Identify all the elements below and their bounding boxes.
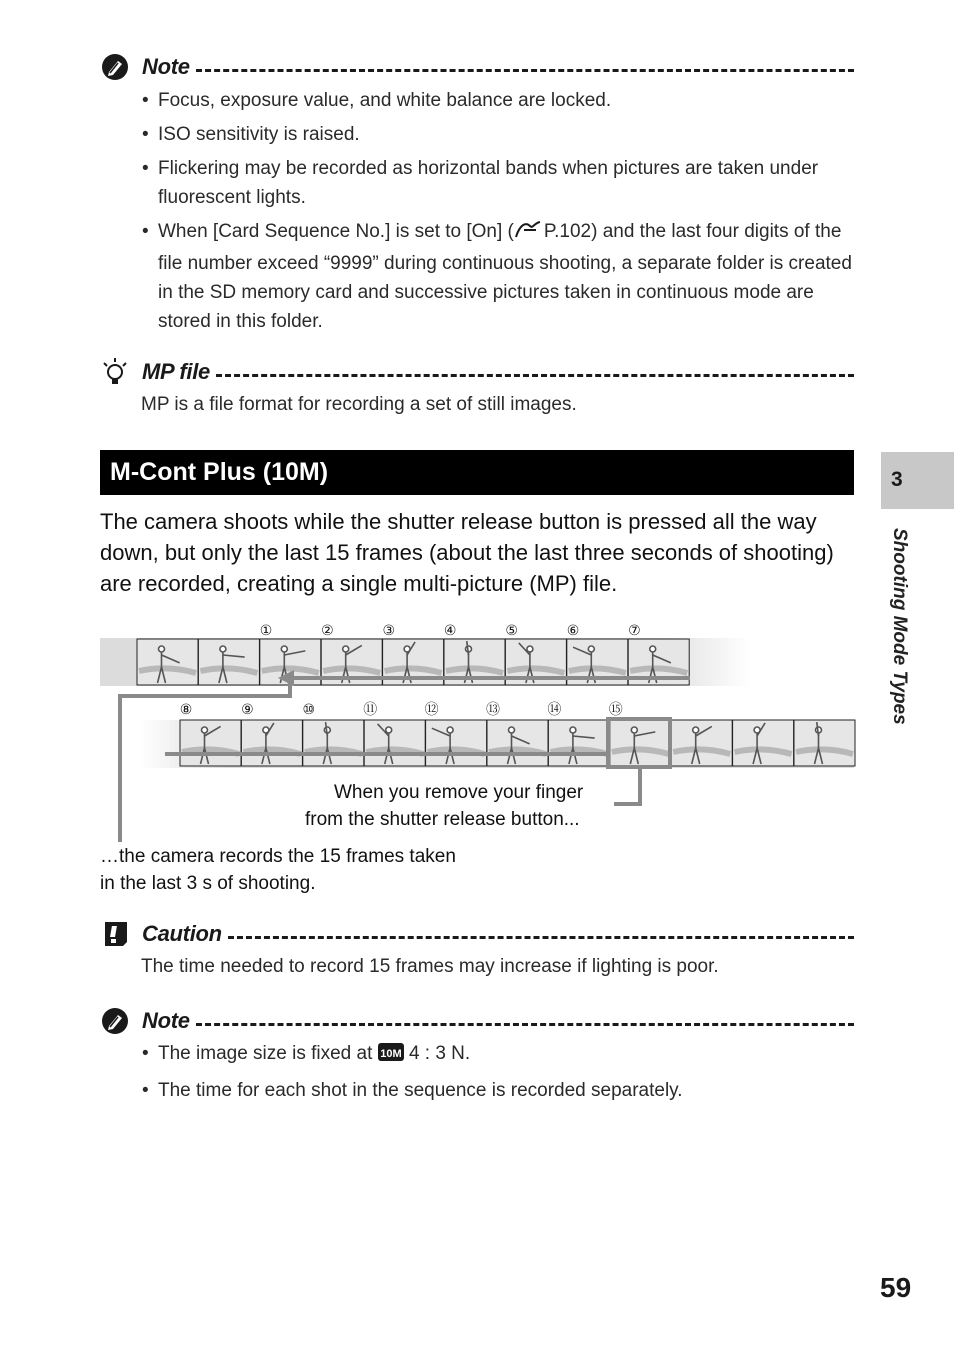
film-frame [610,720,671,766]
frame-numbers-top [260,623,641,639]
release-caption-line2: from the shutter release button... [305,809,580,830]
caution-icon [100,919,130,949]
mpfile-text: MP is a file format for recording a set of still images. [141,394,577,415]
lightbulb-icon [100,357,130,387]
section-intro: The camera shoots while the shutter release button is pressed all the way down, but only the last 15 frames (about the last three seconds of shooting) are recorded, creating a single multi-picture (MP) file. [100,509,834,596]
list-item: • Focus, exposure value, and white balance are locked. [142,90,612,111]
frame-number-label: ③ [382,623,396,639]
size-10m-icon [378,1042,404,1071]
page-reference-icon [514,220,544,249]
film-frame [426,720,487,766]
frame-number-label: ⑤ [505,623,518,639]
frame-number-label: ⑫ [424,702,439,718]
list-item: • When [Card Sequence No.] is set to [On] ( P.102) and the last four digits of the file number exceed “9999” during continuous shooting, a separate folder is created in the SD memory card and successive pictures taken in continuous mode are stored in this folder. [142,221,852,332]
film-frame [671,720,732,766]
page-number: 59 [880,1272,912,1303]
film-frame [733,720,794,766]
frame-number-label: ⑭ [547,702,562,718]
frame-number-label: ⑬ [486,702,500,718]
film-frame [241,720,302,766]
caution-text: The time needed to record 15 frames may increase if lighting is poor. [141,956,719,977]
film-frame [137,639,198,685]
release-caption-line1: When you remove your finger [334,782,584,803]
frame-number-label: ② [321,623,334,639]
note-list [140,86,854,341]
film-frame [303,720,364,766]
note2-list [140,1039,854,1110]
frame-number-label: ⑦ [628,623,641,639]
frame-number-label: ① [259,623,273,639]
note2-title: Note [142,1008,190,1033]
film-frame [794,720,855,766]
list-item: • The image size is fixed at 10M 4 : 3 N. [140,1039,854,1071]
frame-number-label: ⑩ [302,702,316,718]
list-item: • The time for each shot in the sequence is recorded separately. [142,1080,683,1101]
frame-number-label: ⑧ [179,702,193,718]
record-caption-line1: …the camera records the 15 frames taken [100,846,456,867]
film-frame [364,720,425,766]
caution-title: Caution [142,921,222,946]
chapter-label: Shooting Mode Types [889,528,910,725]
chapter-number: 3 [891,468,903,491]
dashed-rule [216,374,854,377]
frame-number-label: ⑨ [241,702,254,718]
dashed-rule [196,1023,854,1026]
frame-number-label: ④ [443,623,457,639]
note-pencil-icon [100,52,130,82]
frame-number-label: ⑥ [566,623,580,639]
caution-header [100,919,854,949]
frame-number-label: ⑪ [363,702,378,718]
mpfile-title: MP file [142,359,210,384]
film-frame [548,720,609,766]
svg-text:10M: 10M [379,1048,402,1060]
callout-line [614,768,640,804]
list-item: • Flickering may be recorded as horizontal bands when pictures are taken under fluorescent lights. [142,158,819,208]
dashed-rule [196,69,854,72]
film-frame [180,720,241,766]
film-frame [487,720,548,766]
list-item: • ISO sensitivity is raised. [142,124,360,145]
section-heading: M-Cont Plus (10M) [100,450,854,495]
dashed-rule [228,936,854,939]
record-caption-line2: in the last 3 s of shooting. [100,873,316,894]
note-title: Note [142,54,190,79]
note-header [100,52,854,82]
frames-bottom [180,720,855,766]
page-reference-link[interactable]: P.102 [543,221,592,242]
film-frame [198,639,259,685]
note2-header [100,1006,854,1036]
mpfile-header [100,357,854,387]
frame-number-label: ⑮ [608,702,623,718]
frame-numbers-bottom [180,702,623,718]
note-pencil-icon [100,1006,130,1036]
